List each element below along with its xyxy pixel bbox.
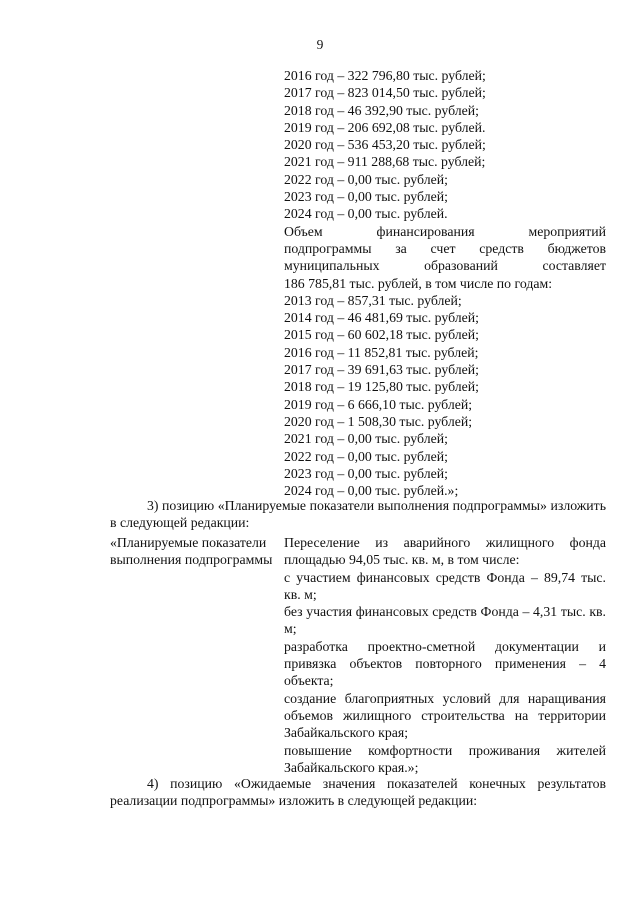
year-line: 2014 год – 46 481,69 тыс. рублей; bbox=[284, 310, 479, 326]
year-line: 2024 год – 0,00 тыс. рублей. bbox=[284, 206, 448, 222]
year-line: 2019 год – 206 692,08 тыс. рублей. bbox=[284, 119, 486, 135]
paragraph-item-3 bbox=[110, 497, 606, 532]
year-line: 2021 год – 911 288,68 тыс. рублей; bbox=[284, 154, 486, 170]
year-line: 2021 год – 0,00 тыс. рублей; bbox=[284, 431, 448, 447]
indicator-item: с участием финансовых средств Фонда – 89,74 тыс. кв. м; bbox=[284, 569, 606, 602]
funding-line: Объем финансирования мероприятий bbox=[284, 223, 606, 239]
year-line: 2023 год – 0,00 тыс. рублей; bbox=[284, 189, 448, 205]
funding-line: подпрограммы за счет средств бюджетов bbox=[284, 240, 606, 256]
year-line: 2015 год – 60 602,18 тыс. рублей; bbox=[284, 327, 479, 343]
year-line: 2022 год – 0,00 тыс. рублей; bbox=[284, 448, 448, 464]
funding-line: муниципальных образований составляет bbox=[284, 258, 606, 274]
indicator-item: Переселение из аварийного жилищного фонда площадью 94,05 тыс. кв. м, в том числе: bbox=[284, 535, 606, 568]
year-line: 2013 год – 857,31 тыс. рублей; bbox=[284, 292, 462, 308]
funding-column bbox=[284, 67, 606, 499]
indicator-item: создание благоприятных условий для наращивания объемов жилищного строительства на территории Забайкальского края; bbox=[284, 690, 606, 741]
year-line: 2017 год – 823 014,50 тыс. рублей; bbox=[284, 85, 486, 101]
year-line: 2020 год – 1 508,30 тыс. рублей; bbox=[284, 413, 473, 429]
paragraph-text: 3) позицию «Планируемые показатели выполнения подпрограммы» изложить в следующей редакции: bbox=[110, 498, 606, 531]
years-list-1 bbox=[284, 67, 606, 223]
page-number: 9 bbox=[316, 37, 324, 52]
year-line: 2016 год – 11 852,81 тыс. рублей; bbox=[284, 344, 479, 360]
year-line: 2024 год – 0,00 тыс. рублей.»; bbox=[284, 483, 459, 499]
year-line: 2016 год – 322 796,80 тыс. рублей; bbox=[284, 68, 486, 83]
indicators-list bbox=[284, 534, 606, 776]
indicator-item: без участия финансовых средств Фонда – 4,31 тыс. кв. м; bbox=[284, 604, 606, 637]
paragraph-item-4 bbox=[110, 775, 606, 810]
year-line: 2020 год – 536 453,20 тыс. рублей; bbox=[284, 137, 486, 153]
indicator-item: повышение комфортности проживания жителей Забайкальского края.»; bbox=[284, 742, 606, 775]
funding-paragraph bbox=[284, 223, 606, 292]
indicators-label: «Планируемые показатели выполнения подпрограммы bbox=[110, 535, 273, 568]
years-list-2 bbox=[284, 292, 606, 500]
year-line: 2023 год – 0,00 тыс. рублей; bbox=[284, 465, 448, 481]
indicator-item: разработка проектно-сметной документации и привязка объектов повторного применения – 4 объекта; bbox=[284, 638, 606, 689]
year-line: 2022 год – 0,00 тыс. рублей; bbox=[284, 171, 448, 187]
funding-line: 186 785,81 тыс. рублей, в том числе по годам: bbox=[284, 275, 553, 291]
year-line: 2018 год – 19 125,80 тыс. рублей; bbox=[284, 379, 479, 395]
year-line: 2017 год – 39 691,63 тыс. рублей; bbox=[284, 362, 479, 378]
year-line: 2018 год – 46 392,90 тыс. рублей; bbox=[284, 102, 479, 118]
paragraph-text: 4) позицию «Ожидаемые значения показателей конечных результатов реализации подпрограммы» изложить в следующей редакции: bbox=[110, 776, 606, 809]
year-line: 2019 год – 6 666,10 тыс. рублей; bbox=[284, 396, 473, 412]
